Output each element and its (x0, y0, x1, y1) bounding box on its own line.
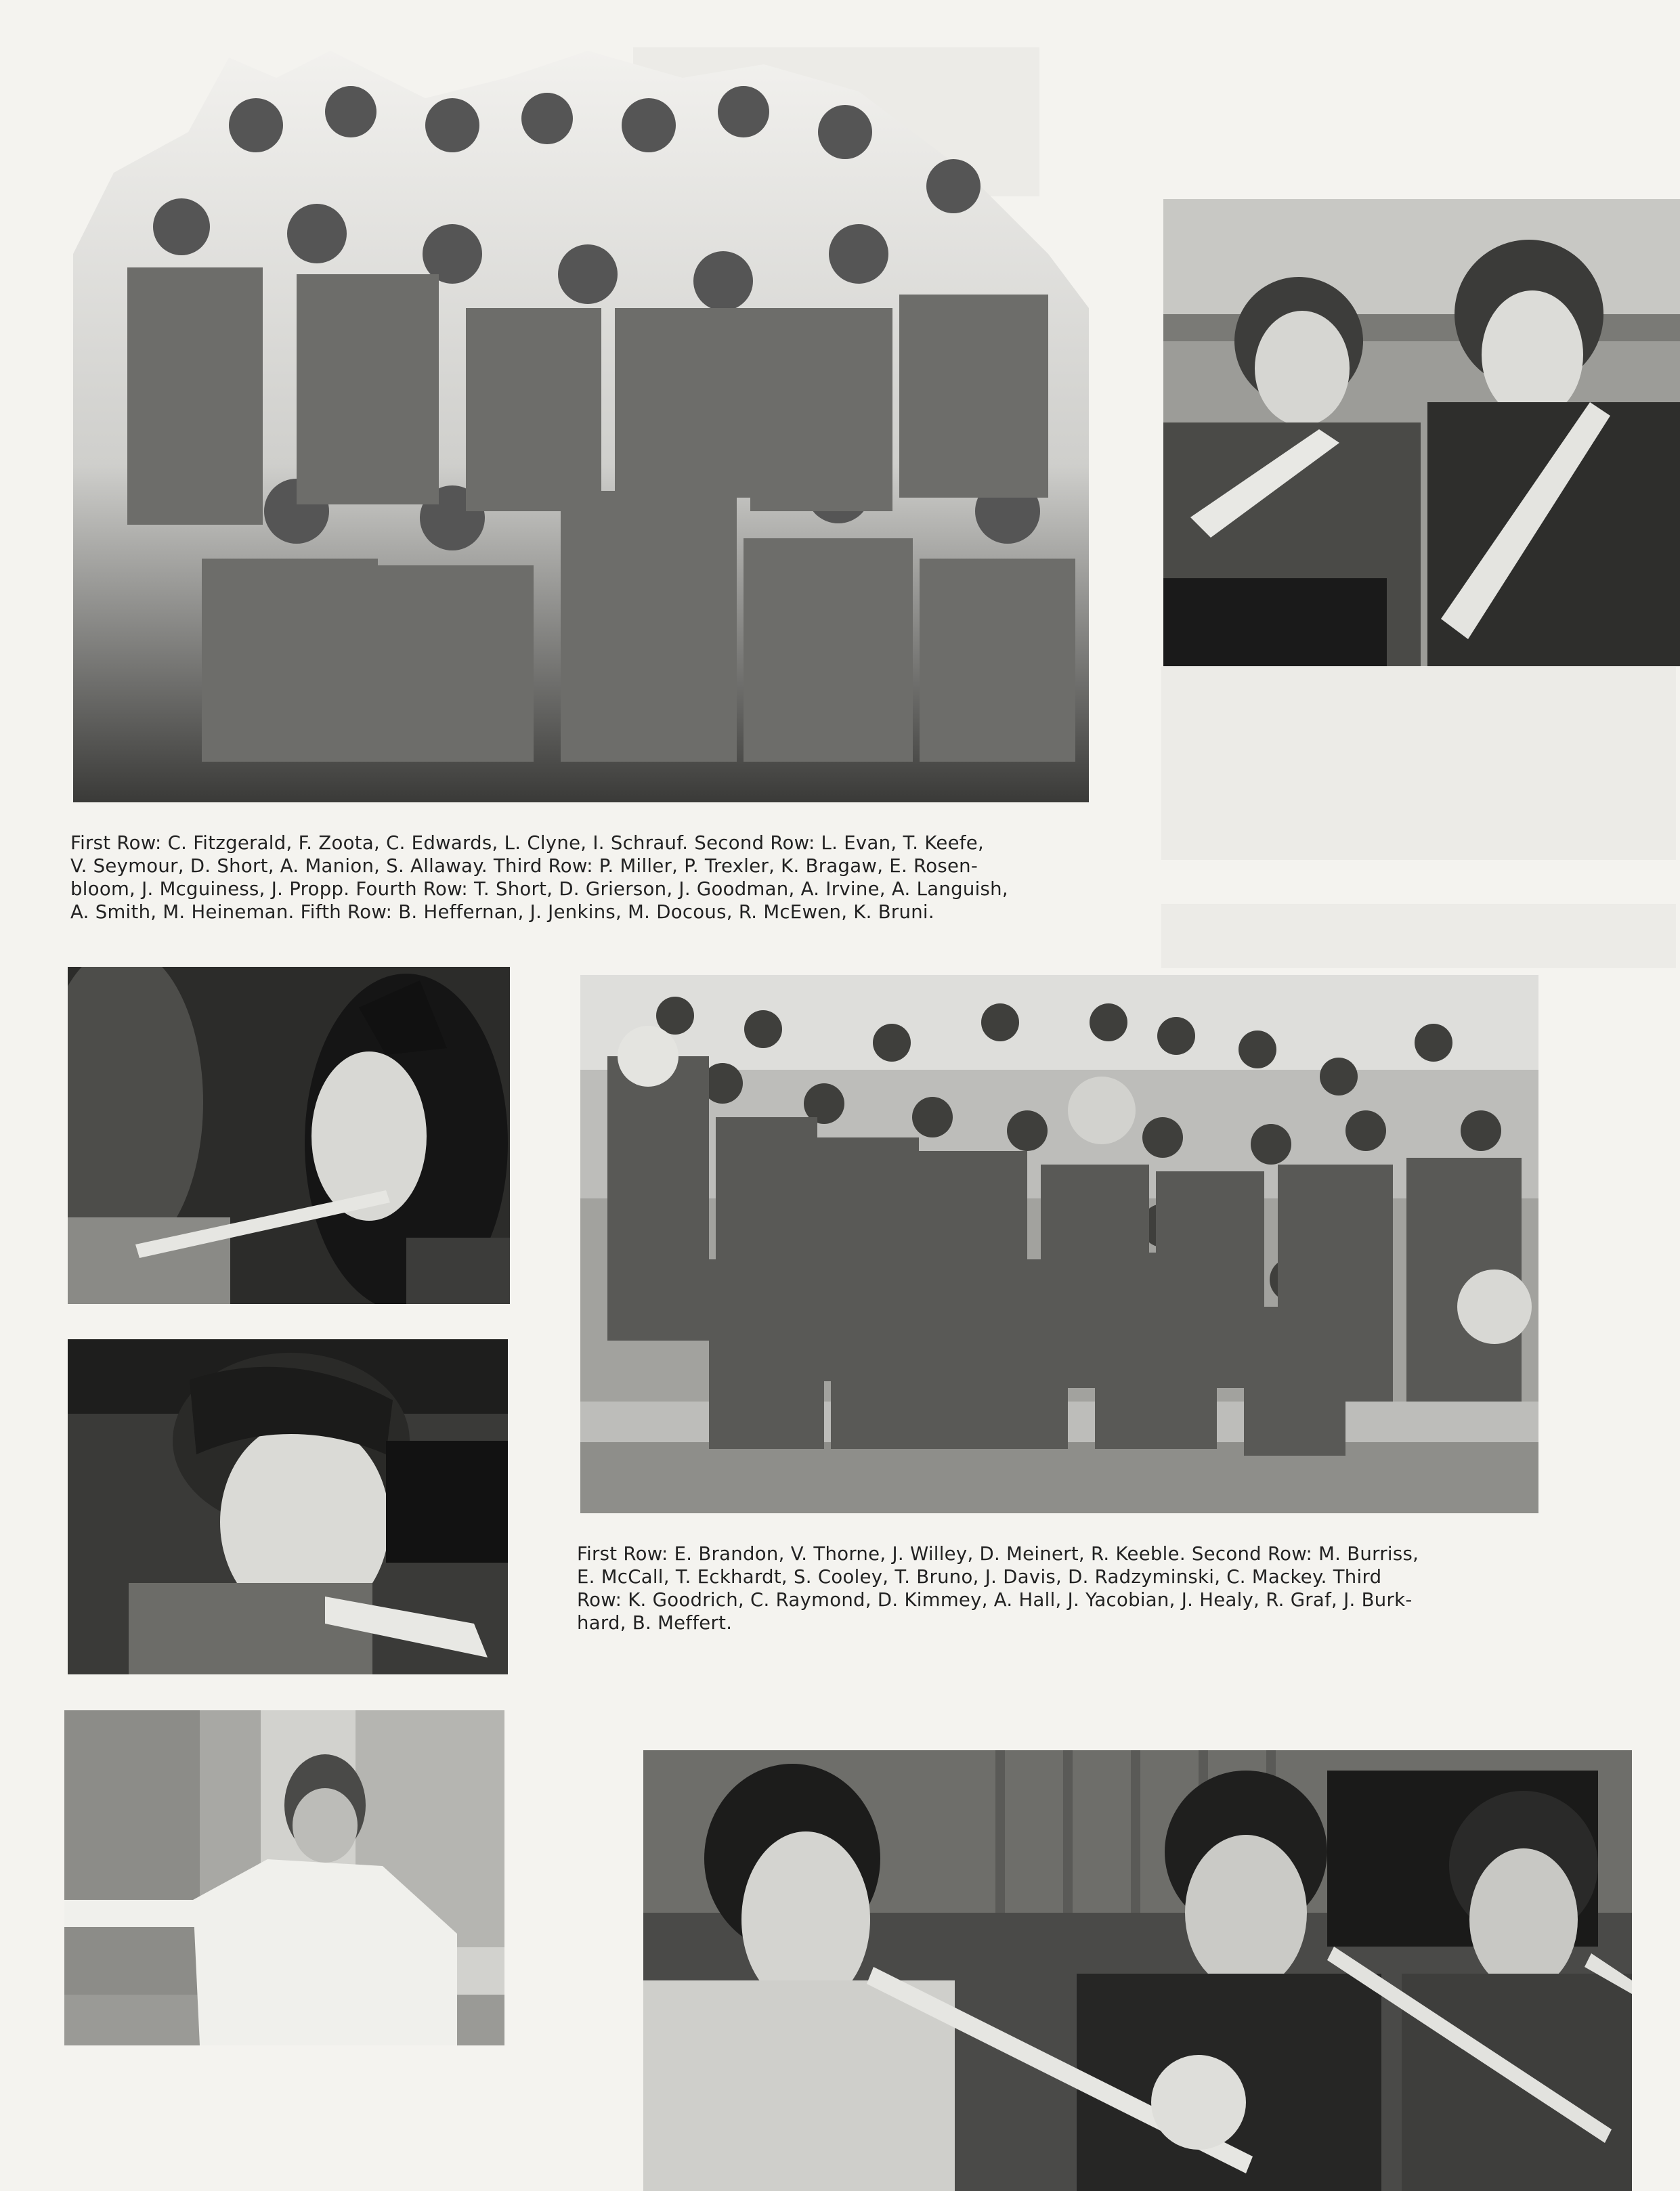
flute-icon (68, 967, 510, 1304)
bleed-through-area-right (1161, 667, 1676, 860)
woodwind-group-photo (73, 51, 1089, 802)
caption-line: hard, B. Meffert. (577, 1612, 733, 1634)
caption-line: A. Smith, M. Heineman. Fifth Row: B. Heffernan, J. Jenkins, M. Docous, R. McEwen, K. Bruni. (70, 901, 934, 923)
bleed-through-area-middle (1161, 904, 1676, 968)
trombone-section-photo (643, 1750, 1632, 2191)
group-portrait-icon (73, 51, 1089, 802)
brass-percussion-group-photo (580, 975, 1538, 1513)
trumpet-icon (68, 1339, 508, 1674)
trombone-icon (643, 1750, 1632, 2191)
trumpet-player-photo (68, 1339, 508, 1674)
caption-line: bloom, J. Mcguiness, J. Propp. Fourth Row: T. Short, D. Grierson, J. Goodman, A. Irvine, A. Languish, (70, 878, 1008, 900)
band-director-photo (64, 1710, 504, 2045)
caption-line: E. McCall, T. Eckhardt, S. Cooley, T. Bruno, J. Davis, D. Radzyminski, C. Mackey. Third (577, 1566, 1382, 1588)
trumpet-players-photo (1163, 199, 1680, 666)
caption-line: First Row: E. Brandon, V. Thorne, J. Willey, D. Meinert, R. Keeble. Second Row: M. Burriss, (577, 1543, 1419, 1565)
caption-line: V. Seymour, D. Short, A. Manion, S. Allaway. Third Row: P. Miller, P. Trexler, K. Bragaw, E. Rosen- (70, 855, 978, 877)
flute-player-photo (68, 967, 510, 1304)
conductor-icon (64, 1710, 504, 2045)
caption-line: First Row: C. Fitzgerald, F. Zoota, C. Edwards, L. Clyne, I. Schrauf. Second Row: L. Evan, T. Keefe, (70, 832, 985, 854)
trumpet-icon (1163, 199, 1680, 666)
woodwind-group-caption (70, 831, 1008, 924)
caption-line: Row: K. Goodrich, C. Raymond, D. Kimmey, A. Hall, J. Yacobian, J. Healy, R. Graf, J. Burk- (577, 1589, 1413, 1611)
brass-percussion-group-caption (577, 1542, 1419, 1634)
group-portrait-icon (580, 975, 1538, 1513)
